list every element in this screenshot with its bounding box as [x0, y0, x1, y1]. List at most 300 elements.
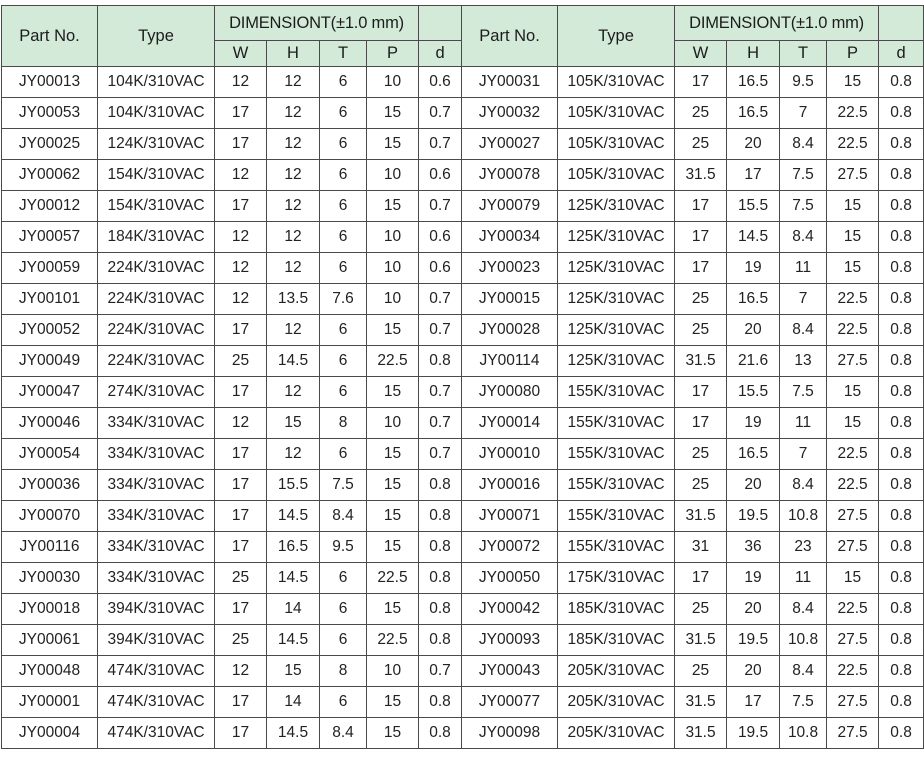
part-no-cell: JY00042 [462, 594, 558, 625]
t-cell: 6 [320, 98, 367, 129]
type-cell: 155K/310VAC [558, 532, 675, 563]
type-cell: 105K/310VAC [558, 67, 675, 98]
part-no-cell: JY00010 [462, 439, 558, 470]
h-cell: 19 [727, 253, 780, 284]
p-cell: 15 [827, 67, 879, 98]
type-cell: 185K/310VAC [558, 594, 675, 625]
p-cell: 15 [367, 687, 419, 718]
h-cell: 14.5 [267, 718, 320, 749]
h-cell: 20 [727, 594, 780, 625]
part-no-cell: JY00059 [2, 253, 98, 284]
header-row [2, 6, 924, 41]
t-header: T [320, 41, 367, 67]
p-cell: 27.5 [827, 532, 879, 563]
t-cell: 10.8 [780, 718, 827, 749]
part-no-cell: JY00027 [462, 129, 558, 160]
d-cell: 0.8 [879, 98, 924, 129]
h-cell: 12 [267, 98, 320, 129]
part-no-cell: JY00061 [2, 625, 98, 656]
h-cell: 20 [727, 129, 780, 160]
d-cell: 0.8 [419, 532, 462, 563]
d-cell: 0.8 [879, 284, 924, 315]
t-cell: 8.4 [320, 501, 367, 532]
part-no-header: Part No. [2, 6, 98, 67]
p-cell: 22.5 [367, 625, 419, 656]
table-row [2, 253, 924, 284]
p-header: P [367, 41, 419, 67]
p-cell: 10 [367, 656, 419, 687]
w-cell: 25 [675, 98, 727, 129]
type-cell: 104K/310VAC [98, 98, 215, 129]
p-cell: 15 [367, 470, 419, 501]
h-cell: 17 [727, 160, 780, 191]
t-cell: 6 [320, 377, 367, 408]
d-cell: 0.8 [879, 594, 924, 625]
w-cell: 25 [675, 656, 727, 687]
t-cell: 8.4 [320, 718, 367, 749]
p-cell: 22.5 [827, 315, 879, 346]
type-cell: 104K/310VAC [98, 67, 215, 98]
h-cell: 12 [267, 222, 320, 253]
d-cell: 0.8 [419, 346, 462, 377]
table-body [2, 67, 924, 749]
h-cell: 12 [267, 439, 320, 470]
d-cell: 0.8 [879, 718, 924, 749]
d-cell: 0.8 [879, 501, 924, 532]
t-cell: 11 [780, 408, 827, 439]
h-cell: 20 [727, 656, 780, 687]
part-no-cell: JY00004 [2, 718, 98, 749]
p-cell: 10 [367, 408, 419, 439]
type-cell: 224K/310VAC [98, 315, 215, 346]
h-cell: 15.5 [267, 470, 320, 501]
w-cell: 17 [215, 532, 267, 563]
d-cell: 0.8 [879, 67, 924, 98]
d-cell: 0.8 [879, 439, 924, 470]
part-no-cell: JY00093 [462, 625, 558, 656]
w-cell: 12 [215, 408, 267, 439]
w-cell: 17 [215, 439, 267, 470]
t-cell: 6 [320, 439, 367, 470]
part-no-cell: JY00101 [2, 284, 98, 315]
t-cell: 6 [320, 315, 367, 346]
p-cell: 22.5 [827, 656, 879, 687]
p-header: P [827, 41, 879, 67]
p-cell: 15 [827, 563, 879, 594]
w-cell: 31.5 [675, 501, 727, 532]
d-cell: 0.8 [879, 222, 924, 253]
h-cell: 12 [267, 315, 320, 346]
part-no-cell: JY00023 [462, 253, 558, 284]
t-cell: 11 [780, 253, 827, 284]
part-no-header: Part No. [462, 6, 558, 67]
part-no-cell: JY00046 [2, 408, 98, 439]
part-no-cell: JY00048 [2, 656, 98, 687]
part-no-cell: JY00077 [462, 687, 558, 718]
table-row [2, 625, 924, 656]
t-cell: 9.5 [320, 532, 367, 563]
h-cell: 14.5 [267, 625, 320, 656]
w-cell: 12 [215, 160, 267, 191]
h-cell: 14 [267, 687, 320, 718]
p-cell: 15 [367, 98, 419, 129]
type-cell: 184K/310VAC [98, 222, 215, 253]
w-cell: 17 [675, 253, 727, 284]
p-cell: 22.5 [827, 129, 879, 160]
dimension-header: DIMENSIONT(±1.0 mm) [215, 6, 419, 41]
p-cell: 27.5 [827, 160, 879, 191]
t-cell: 8.4 [780, 656, 827, 687]
type-cell: 474K/310VAC [98, 656, 215, 687]
h-cell: 12 [267, 67, 320, 98]
type-cell: 334K/310VAC [98, 501, 215, 532]
part-no-cell: JY00050 [462, 563, 558, 594]
w-cell: 17 [215, 98, 267, 129]
p-cell: 15 [827, 253, 879, 284]
part-no-cell: JY00054 [2, 439, 98, 470]
part-no-cell: JY00114 [462, 346, 558, 377]
w-cell: 17 [215, 129, 267, 160]
type-cell: 105K/310VAC [558, 129, 675, 160]
t-cell: 6 [320, 160, 367, 191]
type-cell: 274K/310VAC [98, 377, 215, 408]
p-cell: 15 [367, 315, 419, 346]
p-cell: 22.5 [827, 284, 879, 315]
w-cell: 25 [675, 439, 727, 470]
d-cell: 0.8 [879, 625, 924, 656]
d-cell: 0.8 [419, 625, 462, 656]
part-no-cell: JY00098 [462, 718, 558, 749]
w-cell: 17 [675, 222, 727, 253]
header-blank-cell [879, 6, 924, 41]
table-row [2, 439, 924, 470]
t-cell: 6 [320, 687, 367, 718]
w-cell: 17 [675, 67, 727, 98]
t-cell: 7.5 [780, 377, 827, 408]
table-row [2, 160, 924, 191]
h-cell: 15.5 [727, 191, 780, 222]
t-cell: 9.5 [780, 67, 827, 98]
d-cell: 0.8 [879, 532, 924, 563]
h-cell: 16.5 [727, 284, 780, 315]
type-cell: 175K/310VAC [558, 563, 675, 594]
d-cell: 0.8 [419, 470, 462, 501]
part-no-cell: JY00047 [2, 377, 98, 408]
p-cell: 10 [367, 222, 419, 253]
h-cell: 36 [727, 532, 780, 563]
h-cell: 15 [267, 408, 320, 439]
part-no-cell: JY00015 [462, 284, 558, 315]
type-cell: 334K/310VAC [98, 470, 215, 501]
t-cell: 8.4 [780, 129, 827, 160]
w-cell: 17 [215, 470, 267, 501]
type-cell: 205K/310VAC [558, 687, 675, 718]
table-row [2, 532, 924, 563]
t-cell: 6 [320, 594, 367, 625]
w-cell: 17 [215, 315, 267, 346]
d-cell: 0.8 [879, 129, 924, 160]
d-cell: 0.7 [419, 284, 462, 315]
h-cell: 12 [267, 377, 320, 408]
t-cell: 7.5 [780, 191, 827, 222]
d-cell: 0.8 [879, 160, 924, 191]
t-cell: 10.8 [780, 501, 827, 532]
part-no-cell: JY00030 [2, 563, 98, 594]
p-cell: 15 [367, 129, 419, 160]
type-cell: 155K/310VAC [558, 501, 675, 532]
type-cell: 224K/310VAC [98, 253, 215, 284]
p-cell: 27.5 [827, 625, 879, 656]
type-cell: 205K/310VAC [558, 656, 675, 687]
part-no-cell: JY00062 [2, 160, 98, 191]
w-cell: 12 [215, 656, 267, 687]
d-cell: 0.8 [419, 718, 462, 749]
t-cell: 6 [320, 222, 367, 253]
w-cell: 31.5 [675, 625, 727, 656]
h-cell: 12 [267, 191, 320, 222]
w-cell: 31 [675, 532, 727, 563]
t-cell: 7 [780, 98, 827, 129]
d-cell: 0.8 [879, 253, 924, 284]
h-header: H [727, 41, 780, 67]
p-cell: 15 [367, 532, 419, 563]
d-cell: 0.8 [879, 563, 924, 594]
table-row [2, 67, 924, 98]
type-cell: 394K/310VAC [98, 594, 215, 625]
t-cell: 8 [320, 656, 367, 687]
part-no-cell: JY00052 [2, 315, 98, 346]
p-cell: 22.5 [827, 594, 879, 625]
d-cell: 0.8 [419, 501, 462, 532]
p-cell: 15 [827, 191, 879, 222]
d-cell: 0.8 [879, 346, 924, 377]
d-cell: 0.8 [419, 687, 462, 718]
part-no-cell: JY00013 [2, 67, 98, 98]
h-cell: 14.5 [267, 563, 320, 594]
part-no-cell: JY00016 [462, 470, 558, 501]
t-cell: 8.4 [780, 470, 827, 501]
d-header: d [879, 41, 924, 67]
w-cell: 17 [215, 377, 267, 408]
type-header: Type [558, 6, 675, 67]
p-cell: 15 [367, 501, 419, 532]
type-cell: 185K/310VAC [558, 625, 675, 656]
p-cell: 15 [367, 439, 419, 470]
part-no-cell: JY00049 [2, 346, 98, 377]
t-cell: 7 [780, 439, 827, 470]
w-cell: 25 [215, 625, 267, 656]
w-cell: 17 [215, 501, 267, 532]
type-cell: 125K/310VAC [558, 222, 675, 253]
h-cell: 15.5 [727, 377, 780, 408]
table-row [2, 315, 924, 346]
t-cell: 6 [320, 625, 367, 656]
part-no-cell: JY00080 [462, 377, 558, 408]
type-cell: 334K/310VAC [98, 439, 215, 470]
p-cell: 10 [367, 67, 419, 98]
part-no-cell: JY00018 [2, 594, 98, 625]
p-cell: 22.5 [367, 563, 419, 594]
w-cell: 12 [215, 67, 267, 98]
w-cell: 17 [675, 191, 727, 222]
w-cell: 12 [215, 284, 267, 315]
h-cell: 19 [727, 408, 780, 439]
d-cell: 0.6 [419, 253, 462, 284]
t-cell: 8.4 [780, 222, 827, 253]
t-cell: 11 [780, 563, 827, 594]
t-header: T [780, 41, 827, 67]
part-no-cell: JY00036 [2, 470, 98, 501]
d-cell: 0.7 [419, 439, 462, 470]
h-cell: 17 [727, 687, 780, 718]
h-cell: 14 [267, 594, 320, 625]
table-row [2, 656, 924, 687]
h-cell: 15 [267, 656, 320, 687]
table-row [2, 377, 924, 408]
p-cell: 15 [367, 191, 419, 222]
h-cell: 12 [267, 160, 320, 191]
t-cell: 6 [320, 129, 367, 160]
table-row [2, 129, 924, 160]
w-cell: 25 [675, 470, 727, 501]
w-cell: 31.5 [675, 687, 727, 718]
type-cell: 334K/310VAC [98, 563, 215, 594]
part-no-cell: JY00028 [462, 315, 558, 346]
h-cell: 12 [267, 129, 320, 160]
type-cell: 334K/310VAC [98, 408, 215, 439]
h-cell: 16.5 [727, 98, 780, 129]
p-cell: 22.5 [367, 346, 419, 377]
h-cell: 14.5 [727, 222, 780, 253]
type-cell: 105K/310VAC [558, 98, 675, 129]
w-cell: 25 [675, 129, 727, 160]
d-cell: 0.8 [419, 563, 462, 594]
h-cell: 13.5 [267, 284, 320, 315]
t-cell: 8.4 [780, 315, 827, 346]
d-cell: 0.7 [419, 315, 462, 346]
d-cell: 0.7 [419, 191, 462, 222]
t-cell: 8.4 [780, 594, 827, 625]
t-cell: 7 [780, 284, 827, 315]
p-cell: 15 [367, 718, 419, 749]
part-no-cell: JY00079 [462, 191, 558, 222]
table-row [2, 470, 924, 501]
table-row [2, 563, 924, 594]
d-cell: 0.8 [879, 377, 924, 408]
type-cell: 334K/310VAC [98, 532, 215, 563]
type-cell: 125K/310VAC [558, 284, 675, 315]
capacitor-spec-table [1, 5, 924, 749]
part-no-cell: JY00078 [462, 160, 558, 191]
h-cell: 14.5 [267, 501, 320, 532]
part-no-cell: JY00070 [2, 501, 98, 532]
t-cell: 7.5 [320, 470, 367, 501]
h-cell: 19 [727, 563, 780, 594]
part-no-cell: JY00032 [462, 98, 558, 129]
p-cell: 15 [367, 594, 419, 625]
table-row [2, 284, 924, 315]
t-cell: 6 [320, 346, 367, 377]
part-no-cell: JY00053 [2, 98, 98, 129]
part-no-cell: JY00043 [462, 656, 558, 687]
d-cell: 0.7 [419, 408, 462, 439]
part-no-cell: JY00072 [462, 532, 558, 563]
w-cell: 17 [215, 687, 267, 718]
type-cell: 125K/310VAC [558, 346, 675, 377]
w-header: W [675, 41, 727, 67]
p-cell: 10 [367, 253, 419, 284]
t-cell: 10.8 [780, 625, 827, 656]
d-cell: 0.8 [879, 408, 924, 439]
t-cell: 6 [320, 563, 367, 594]
w-cell: 31.5 [675, 346, 727, 377]
part-no-cell: JY00025 [2, 129, 98, 160]
w-cell: 17 [215, 191, 267, 222]
p-cell: 22.5 [827, 98, 879, 129]
d-cell: 0.6 [419, 67, 462, 98]
type-cell: 155K/310VAC [558, 377, 675, 408]
p-cell: 27.5 [827, 718, 879, 749]
w-cell: 31.5 [675, 718, 727, 749]
t-cell: 23 [780, 532, 827, 563]
p-cell: 22.5 [827, 439, 879, 470]
w-cell: 17 [215, 594, 267, 625]
h-cell: 16.5 [727, 67, 780, 98]
table-row [2, 687, 924, 718]
part-no-cell: JY00014 [462, 408, 558, 439]
t-cell: 8 [320, 408, 367, 439]
h-cell: 19.5 [727, 625, 780, 656]
part-no-cell: JY00012 [2, 191, 98, 222]
h-cell: 12 [267, 253, 320, 284]
p-cell: 15 [827, 377, 879, 408]
d-cell: 0.6 [419, 222, 462, 253]
d-cell: 0.7 [419, 377, 462, 408]
type-cell: 125K/310VAC [558, 191, 675, 222]
w-cell: 25 [675, 315, 727, 346]
p-cell: 22.5 [827, 470, 879, 501]
type-cell: 124K/310VAC [98, 129, 215, 160]
table-row [2, 346, 924, 377]
w-cell: 25 [215, 563, 267, 594]
p-cell: 27.5 [827, 501, 879, 532]
w-cell: 17 [675, 563, 727, 594]
d-cell: 0.7 [419, 656, 462, 687]
part-no-cell: JY00057 [2, 222, 98, 253]
d-cell: 0.8 [879, 687, 924, 718]
d-cell: 0.8 [879, 191, 924, 222]
w-cell: 12 [215, 222, 267, 253]
h-cell: 21.6 [727, 346, 780, 377]
type-cell: 474K/310VAC [98, 687, 215, 718]
t-cell: 7.5 [780, 160, 827, 191]
type-cell: 105K/310VAC [558, 160, 675, 191]
w-cell: 25 [675, 594, 727, 625]
d-cell: 0.8 [879, 315, 924, 346]
t-cell: 7.5 [780, 687, 827, 718]
type-header: Type [98, 6, 215, 67]
table-row [2, 501, 924, 532]
h-header: H [267, 41, 320, 67]
table-row [2, 408, 924, 439]
t-cell: 6 [320, 191, 367, 222]
p-cell: 27.5 [827, 687, 879, 718]
p-cell: 15 [827, 222, 879, 253]
t-cell: 6 [320, 67, 367, 98]
table-row [2, 718, 924, 749]
h-cell: 20 [727, 315, 780, 346]
w-cell: 31.5 [675, 160, 727, 191]
